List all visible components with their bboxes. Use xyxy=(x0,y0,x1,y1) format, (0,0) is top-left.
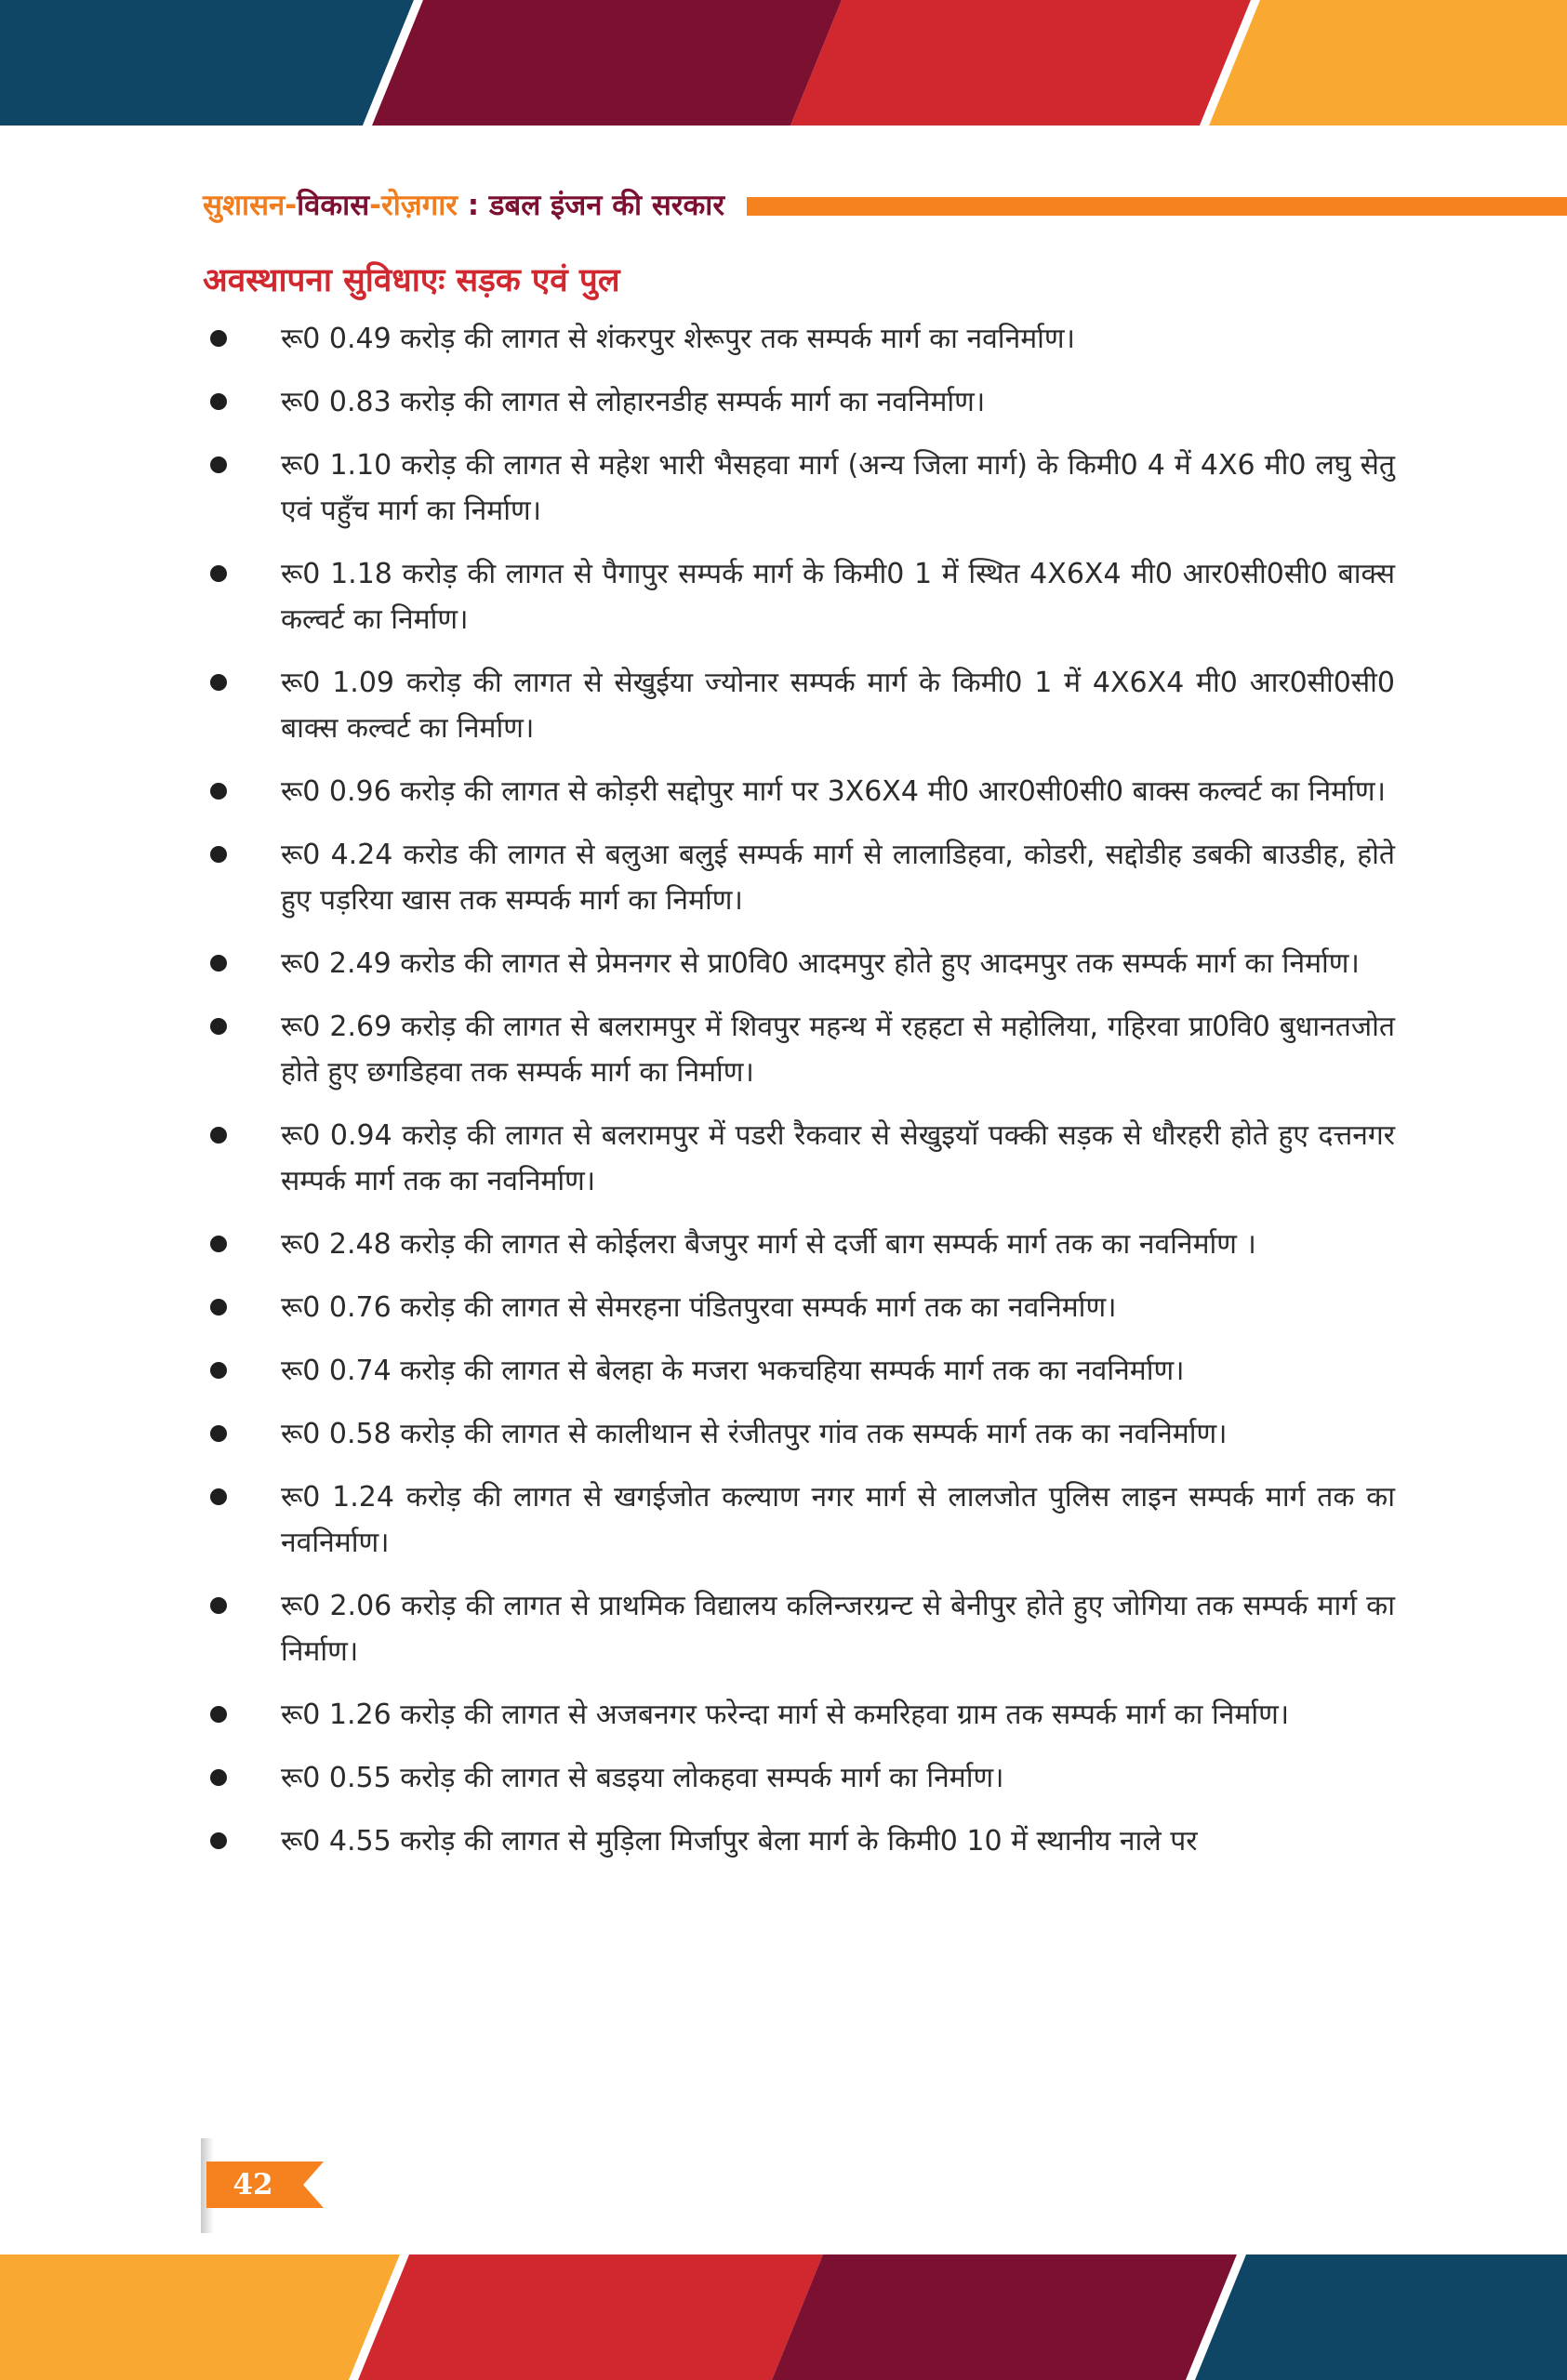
header-word-sushasan: सुशासन xyxy=(203,189,286,222)
bullet-icon xyxy=(210,783,227,800)
header-word-vikas: विकास xyxy=(297,189,370,222)
bullet-icon xyxy=(210,1597,227,1614)
list-item xyxy=(203,660,1395,751)
bullet-icon xyxy=(210,1706,227,1723)
bullet-icon xyxy=(210,1127,227,1144)
header-title xyxy=(203,184,724,227)
list-item-text: रू0 1.26 करोड़ की लागत से अजबनगर फरेन्दा मार्ग से कमरिहवा ग्राम तक सम्पर्क मार्ग का निर्माण। xyxy=(281,1699,1290,1731)
list-item xyxy=(203,769,1395,814)
list-item xyxy=(203,1411,1395,1457)
bullet-icon xyxy=(210,1832,227,1849)
bullet-list xyxy=(203,316,1395,1882)
bullet-icon xyxy=(210,846,227,863)
bullet-icon xyxy=(210,1488,227,1505)
list-item-text: रू0 1.09 करोड़ की लागत से सेखुईया ज्योनार सम्पर्क मार्ग के किमी0 1 में 4X6X4 मी0 आर0सी0सी0 बाक्स कल्वर्ट का निर्माण। xyxy=(281,667,1395,745)
list-item xyxy=(203,1692,1395,1738)
header-word-rozgar: रोज़गार xyxy=(381,189,458,222)
list-item xyxy=(203,1222,1395,1267)
page-number-tab xyxy=(206,2162,324,2208)
header-rule xyxy=(747,197,1567,216)
list-item-text: रू0 0.55 करोड़ की लागत से बडइया लोकहवा सम्पर्क मार्ग का निर्माण। xyxy=(281,1762,1004,1794)
bullet-icon xyxy=(210,1362,227,1379)
bullet-icon xyxy=(210,1236,227,1252)
list-item-text: रू0 4.55 करोड़ की लागत से मुड़िला मिर्जापुर बेला मार्ग के किमी0 10 में स्थानीय नाले पर xyxy=(281,1825,1198,1858)
bottom-color-band xyxy=(0,2254,1567,2380)
list-item-text: रू0 0.49 करोड़ की लागत से शंकरपुर शेरूपुर तक सम्पर्क मार्ग का नवनिर्माण। xyxy=(281,323,1075,355)
bullet-icon xyxy=(210,1018,227,1035)
list-item xyxy=(203,1285,1395,1330)
running-header xyxy=(203,184,1395,227)
list-item xyxy=(203,1474,1395,1566)
list-item-text: रू0 0.94 करोड़ की लागत से बलरामपुर में पडरी रैकवार से सेखुइयॉ पक्की सड़क से धौरहरी होते हुए दत्तनगर सम्पर्क मार्ग तक का नवनिर्माण। xyxy=(281,1119,1395,1197)
list-item-text: रू0 2.48 करोड़ की लागत से कोईलरा बैजपुर मार्ग से दर्जी बाग सम्पर्क मार्ग तक का नवनिर्माण । xyxy=(281,1228,1256,1261)
list-item xyxy=(203,1004,1395,1095)
list-item xyxy=(203,1113,1395,1204)
section-heading: अवस्थापना सुविधाएः सड़क एवं पुल xyxy=(203,262,620,299)
list-item-text: रू0 1.10 करोड़ की लागत से महेश भारी भैसहवा मार्ग (अन्य जिला मार्ग) के किमी0 4 में 4X6 मी0 लघु सेतु एवं पहुँच मार्ग का निर्माण। xyxy=(281,449,1395,527)
list-item xyxy=(203,316,1395,362)
list-item-text: रू0 1.18 करोड़ की लागत से पैगापुर सम्पर्क मार्ग के किमी0 1 में स्थित 4X6X4 मी0 आर0सी0सी0 बाक्स कल्वर्ट का निर्माण। xyxy=(281,558,1395,636)
header-subtitle: : डबल इंजन की सरकार xyxy=(457,189,725,222)
list-item-text: रू0 1.24 करोड़ की लागत से खगईजोत कल्याण नगर मार्ग से लालजोत पुलिस लाइन सम्पर्क मार्ग तक का नवनिर्माण। xyxy=(281,1481,1395,1559)
bullet-icon xyxy=(210,565,227,582)
list-item xyxy=(203,1755,1395,1801)
list-item xyxy=(203,1348,1395,1394)
bullet-icon xyxy=(210,1425,227,1442)
list-item-text: रू0 4.24 करोड की लागत से बलुआ बलुई सम्पर्क मार्ग से लालाडिहवा, कोडरी, सद्दोडीह डबकी बाउडीह, होते हुए पड़रिया खास तक सम्पर्क मार्ग का निर्माण। xyxy=(281,839,1396,917)
list-item xyxy=(203,551,1395,642)
bullet-icon xyxy=(210,393,227,410)
list-item xyxy=(203,1818,1395,1864)
bullet-icon xyxy=(210,1769,227,1786)
list-item-text: रू0 2.49 करोड की लागत से प्रेमनगर से प्रा0वि0 आदमपुर होते हुए आदमपुर तक सम्पर्क मार्ग का निर्माण। xyxy=(281,947,1360,980)
bullet-icon xyxy=(210,674,227,691)
list-item-text: रू0 2.06 करोड़ की लागत से प्राथमिक विद्यालय कलिन्जरग्रन्ट से बेनीपुर होते हुए जोगिया तक सम्पर्क मार्ग का निर्माण। xyxy=(281,1590,1395,1668)
list-item-text: रू0 0.58 करोड़ की लागत से कालीथान से रंजीतपुर गांव तक सम्पर्क मार्ग तक का नवनिर्माण। xyxy=(281,1418,1228,1450)
bullet-icon xyxy=(210,330,227,347)
list-item-text: रू0 0.83 करोड़ की लागत से लोहारनडीह सम्पर्क मार्ग का नवनिर्माण। xyxy=(281,386,986,418)
list-item xyxy=(203,832,1395,923)
bullet-icon xyxy=(210,1299,227,1316)
list-item-text: रू0 2.69 करोड़ की लागत से बलरामपुर में शिवपुर महन्थ में रहहटा से महोलिया, गहिरवा प्रा0वि0 बुधानतजोत होते हुए छगडिहवा तक सम्पर्क मार्ग का निर्माण। xyxy=(281,1011,1395,1089)
page-number: 42 xyxy=(232,2168,273,2202)
list-item xyxy=(203,379,1395,425)
list-item-text: रू0 0.74 करोड़ की लागत से बेलहा के मजरा भकचहिया सम्पर्क मार्ग तक का नवनिर्माण। xyxy=(281,1355,1185,1387)
bullet-icon xyxy=(210,955,227,972)
list-item-text: रू0 0.76 करोड़ की लागत से सेमरहना पंडितपुरवा सम्पर्क मार्ग तक का नवनिर्माण। xyxy=(281,1291,1117,1324)
list-item xyxy=(203,443,1395,534)
list-item-text: रू0 0.96 करोड़ की लागत से कोड़री सद्दोपुर मार्ग पर 3X6X4 मी0 आर0सी0सी0 बाक्स कल्वर्ट का निर्माण। xyxy=(281,775,1386,808)
list-item xyxy=(203,941,1395,986)
top-color-band xyxy=(0,0,1567,126)
header-separator: - xyxy=(369,189,382,222)
bullet-icon xyxy=(210,456,227,473)
header-separator: - xyxy=(285,189,298,222)
list-item xyxy=(203,1583,1395,1674)
